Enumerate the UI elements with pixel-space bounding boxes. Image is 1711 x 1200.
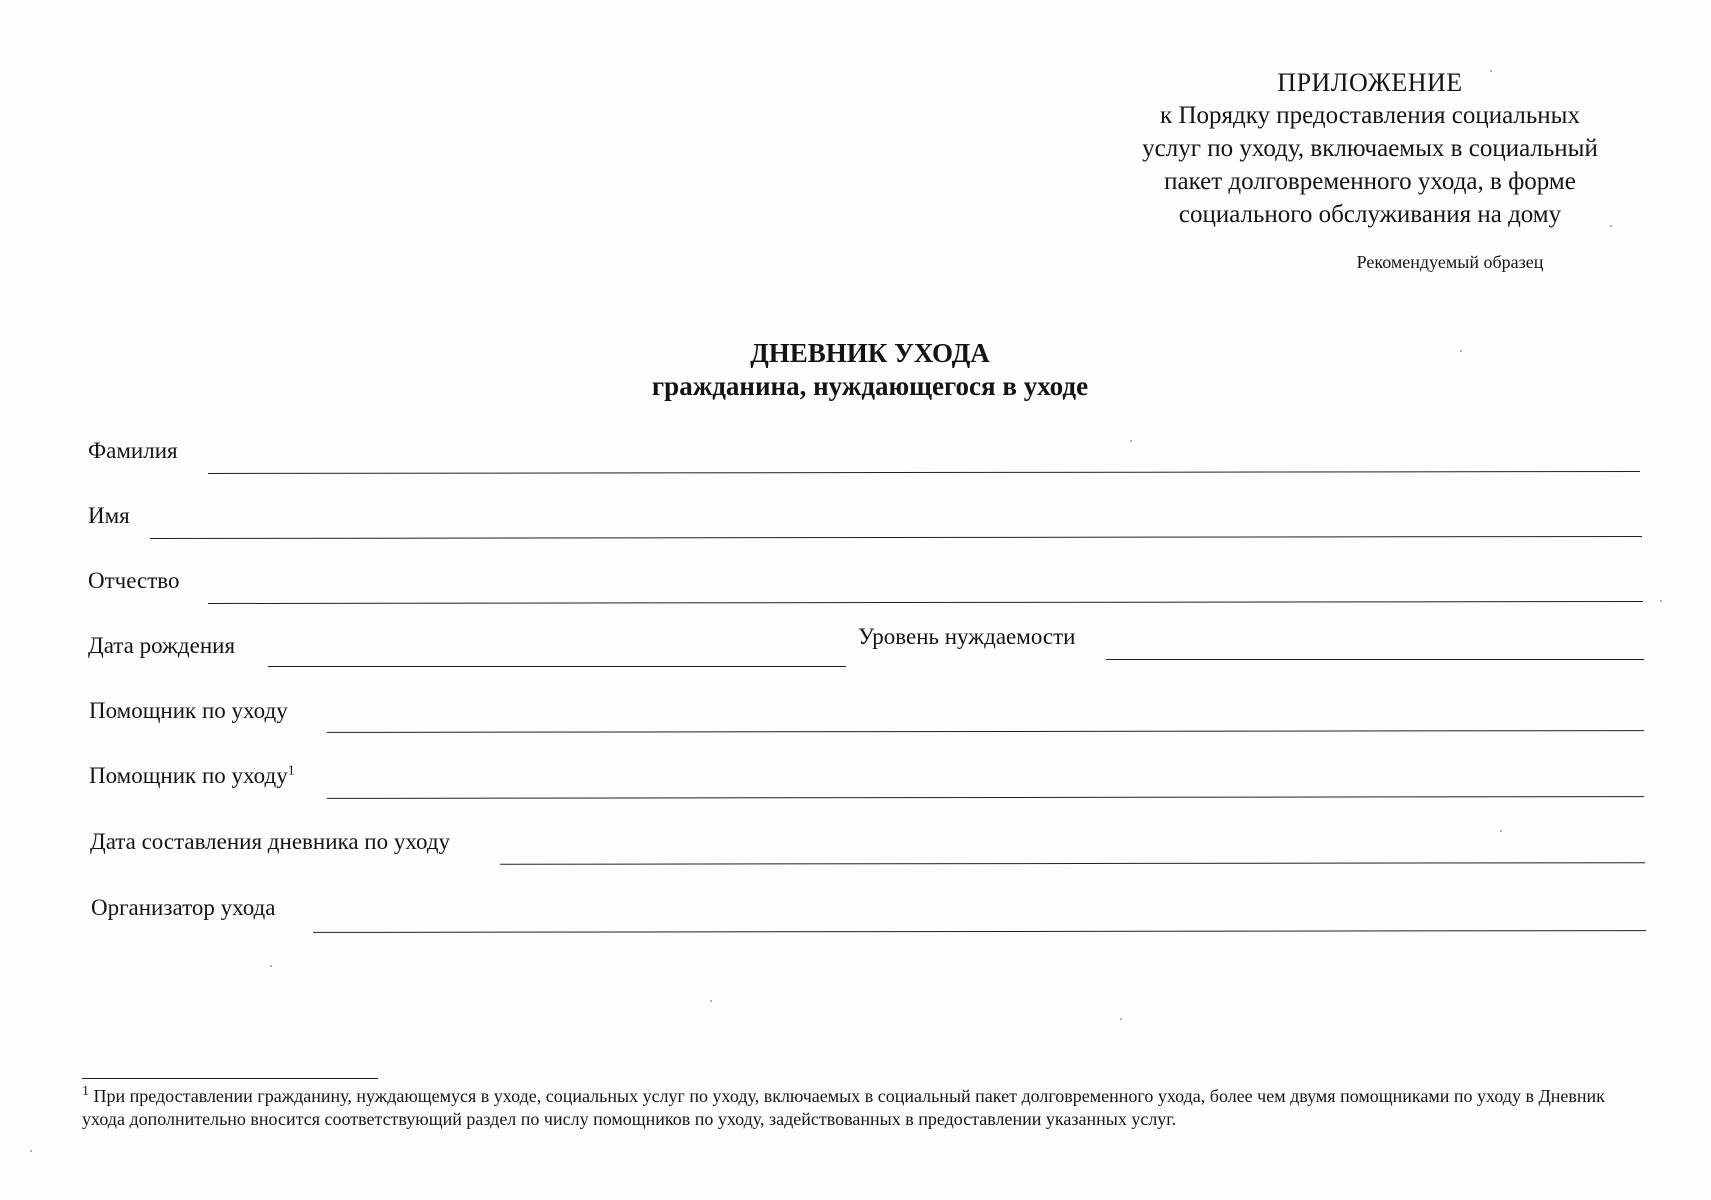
care-organizer-field[interactable] — [313, 930, 1646, 933]
name-label: Имя — [88, 503, 130, 528]
care-organizer-label: Организатор ухода — [91, 895, 276, 920]
scan-speck — [1460, 350, 1462, 352]
recommended-sample-note: Рекомендуемый образец — [1356, 252, 1544, 272]
footnote — [82, 1080, 1642, 1131]
surname-field[interactable] — [208, 471, 1640, 474]
footnote-mark: 1 — [82, 1084, 89, 1099]
surname-label: Фамилия — [88, 438, 178, 463]
birth-date-label: Дата рождения — [88, 633, 236, 658]
footnote-reference: 1 — [287, 763, 295, 779]
footnote-text: При предоставлении гражданину, нуждающемуся в уходе, социальных услуг по уходу, включаемых в социальный пакет долговременного ухода, более чем двумя помощниками по уходу в Дневник ухода дополнительно вносится соответствующий раздел по числу помощников по уходу, задействованных в предоставлении указанных услуг. — [82, 1086, 1605, 1129]
appendix-line: пакет долговременного ухода, в форме — [1164, 168, 1576, 195]
appendix-line: к Порядку предоставления социальных — [1160, 102, 1580, 129]
appendix-header — [1100, 66, 1640, 231]
care-assistant-1-field[interactable] — [327, 730, 1644, 733]
scan-speck — [30, 1150, 32, 1152]
need-level-field[interactable] — [1106, 659, 1644, 660]
document-title-block — [500, 337, 1240, 403]
scan-speck — [1500, 830, 1502, 832]
footnote-divider — [82, 1078, 378, 1079]
need-level-label: Уровень нуждаемости — [858, 624, 1076, 649]
care-assistant-2-label — [89, 763, 295, 789]
document-title: ДНЕВНИК УХОДА — [750, 338, 990, 368]
appendix-title: ПРИЛОЖЕНИЕ — [1277, 68, 1463, 97]
scan-speck — [1490, 70, 1492, 72]
document-subtitle: гражданина, нуждающегося в уходе — [651, 371, 1089, 401]
patronymic-label: Отчество — [88, 568, 180, 593]
scan-speck — [1610, 225, 1612, 227]
diary-date-field[interactable] — [500, 862, 1645, 865]
scan-speck — [1660, 600, 1662, 602]
birth-date-field[interactable] — [268, 666, 846, 667]
name-field[interactable] — [150, 536, 1642, 539]
care-assistant-2-field[interactable] — [327, 796, 1644, 799]
diary-date-label: Дата составления дневника по уходу — [90, 829, 451, 854]
care-assistant-2-label-text: Помощник по уходу — [89, 763, 288, 788]
appendix-line: социального обслуживания на дому — [1178, 201, 1562, 228]
scan-speck — [1120, 1018, 1122, 1020]
scan-speck — [1130, 440, 1132, 442]
appendix-line: услуг по уходу, включаемых в социальный — [1142, 135, 1598, 162]
scan-speck — [270, 965, 272, 967]
scan-speck — [710, 1000, 712, 1002]
care-assistant-1-label: Помощник по уходу — [89, 698, 288, 723]
patronymic-field[interactable] — [208, 601, 1643, 604]
